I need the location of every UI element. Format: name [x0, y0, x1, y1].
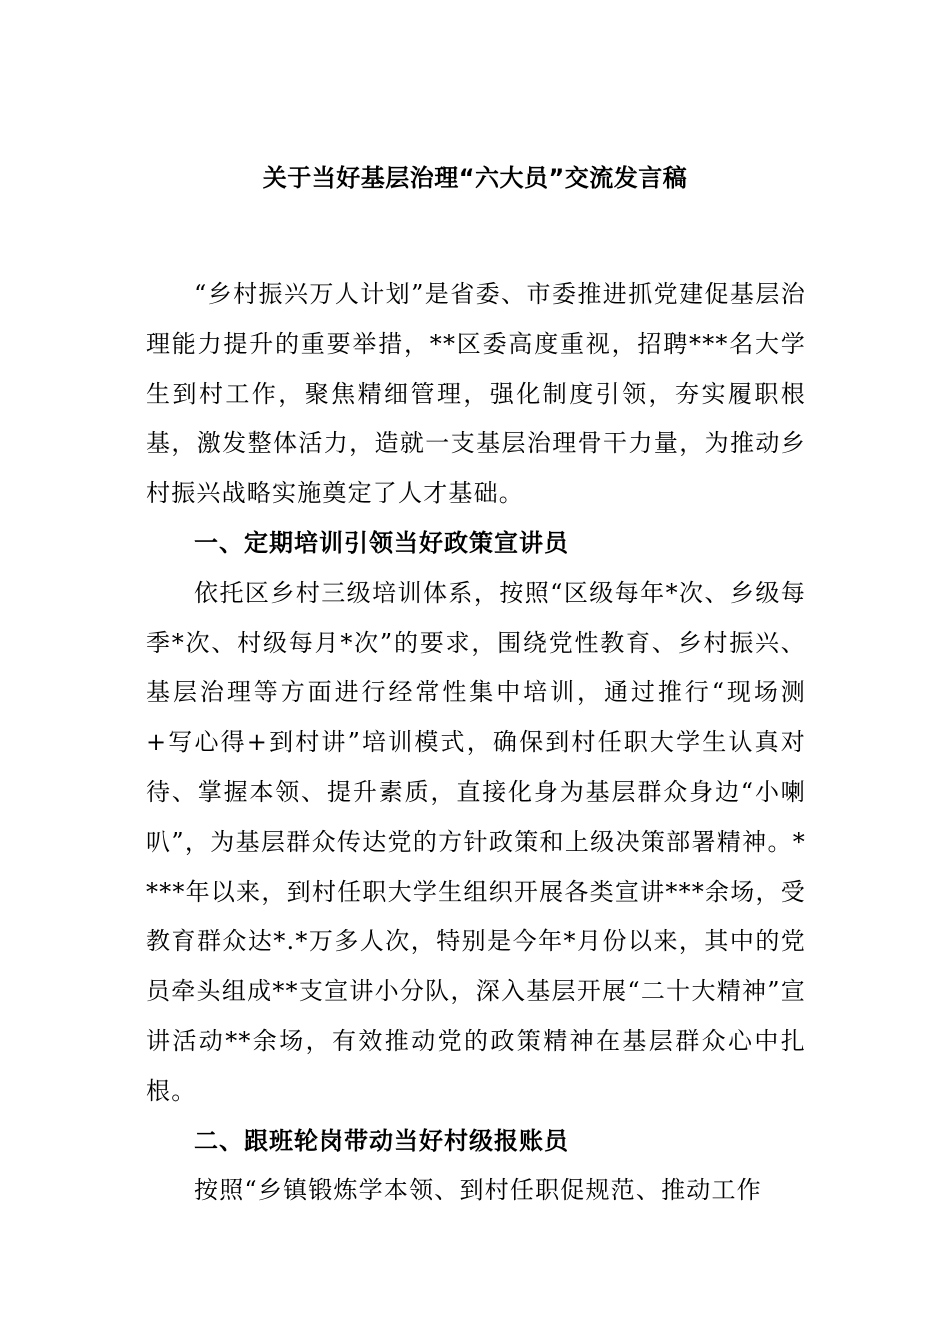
document-title: 关于当好基层治理“六大员”交流发言稿 — [262, 164, 688, 192]
section-heading-1: 一、定期培训引领当好政策宣讲员 — [194, 528, 569, 557]
paragraph-section-2: 按照“乡镇锻炼学本领、到村任职促规范、推动工作 — [194, 1176, 762, 1205]
paragraph-intro: “乡村振兴万人计划”是省委、市委推进抓党建促基层治理能力提升的重要举措，**区委高度重视，招聘***名大学生到村工作，聚焦精细管理，强化制度引领，夯实履职根基，激发整体活力，造就一支基层治理骨干力量，为推动乡村振兴战略实施奠定了人才基础。 — [146, 280, 806, 508]
document-body — [146, 270, 806, 1216]
section-heading-2: 二、跟班轮岗带动当好村级报账员 — [194, 1126, 569, 1155]
paragraph-section-1: 依托区乡村三级培训体系，按照“区级每年*次、乡级每季*次、村级每月*次”的要求，围绕党性教育、乡村振兴、基层治理等方面进行经常性集中培训，通过推行“现场测+写心得+到村讲”培训模式，确保到村任职大学生认真对待、掌握本领、提升素质，直接化身为基层群众身边“小喇叭”，为基层群众传达党的方针政策和上级决策部署精神。****年以来，到村任职大学生组织开展各类宣讲***余场，受教育群众达*.*万多人次，特别是今年*月份以来，其中的党员牵头组成**支宣讲小分队，深入基层开展“二十大精神”宣讲活动**余场，有效推动党的政策精神在基层群众心中扎根。 — [146, 578, 806, 1105]
